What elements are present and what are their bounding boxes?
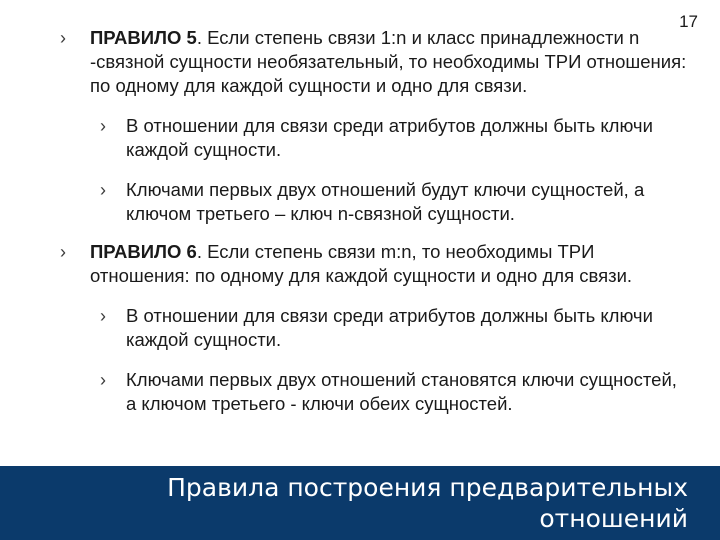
bullet-arrow-icon: › — [60, 242, 66, 262]
bullet-arrow-icon: › — [100, 116, 106, 136]
bullet-arrow-icon: › — [100, 180, 106, 200]
bullet-arrow-icon: › — [100, 370, 106, 390]
bullet-arrow-icon: › — [60, 28, 66, 48]
rule-6-label: ПРАВИЛО 6 — [90, 241, 197, 262]
rule-5-label: ПРАВИЛО 5 — [90, 27, 197, 48]
rule-6-subitem-2-text: Ключами первых двух отношений становятся ключи сущностей, а ключом третьего - ключи обеих сущностей. — [126, 369, 677, 414]
rule-6-subitem-2 — [100, 368, 690, 416]
bullet-arrow-icon: › — [100, 306, 106, 326]
slide-title: Правила построения предварительных отношений — [167, 473, 688, 533]
slide-content — [0, 26, 720, 416]
rule-6-item — [60, 240, 690, 288]
rule-5-item — [60, 26, 690, 98]
rule-5-text: . Если степень связи 1:n и класс принадлежности n -связной сущности необязательный, то необходимы ТРИ отношения: по одному для каждой сущности и одно для связи. — [90, 27, 687, 96]
rule-5-subitem-2 — [100, 178, 690, 226]
page-number: 17 — [679, 12, 698, 31]
title-bar — [0, 466, 720, 540]
rule-5-subitem-2-text: Ключами первых двух отношений будут ключи сущностей, а ключом третьего – ключ n-связной сущности. — [126, 179, 645, 224]
rule-6-text: . Если степень связи m:n, то необходимы ТРИ отношения: по одному для каждой сущности и одно для связи. — [90, 241, 633, 286]
rule-6-subitem-1 — [100, 304, 690, 352]
rule-5-subitem-1 — [100, 114, 690, 162]
rule-6-subitem-1-text: В отношении для связи среди атрибутов должны быть ключи каждой сущности. — [126, 305, 653, 350]
rule-5-subitem-1-text: В отношении для связи среди атрибутов должны быть ключи каждой сущности. — [126, 115, 653, 160]
